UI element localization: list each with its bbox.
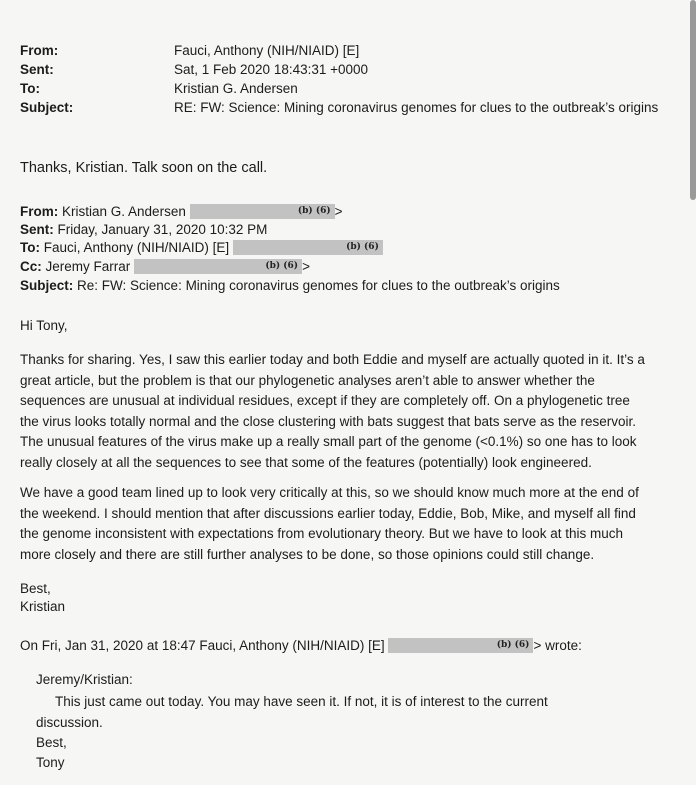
reply-text: Thanks, Kristian. Talk soon on the call.	[20, 160, 268, 176]
redaction-box	[134, 259, 302, 274]
forwarded-salutation: Jeremy/Kristian:	[36, 672, 133, 687]
redaction-box	[233, 240, 383, 255]
quoted-from-suffix: >	[334, 204, 343, 219]
forwarded-line-2: discussion.	[36, 715, 103, 730]
scrollbar-thumb[interactable]	[690, 0, 696, 200]
paragraph-line: The unusual features of the virus make up a really small part of the genome (<0.1%) so one has to look	[20, 434, 637, 449]
redaction-code: (b) (6)	[346, 242, 379, 252]
quoted-from-value: Kristian G. Andersen	[62, 204, 186, 219]
forwarded-signature: Tony	[36, 755, 65, 770]
attribution-line	[20, 637, 582, 654]
paragraph-line: great article, but the problem is that our phylogenetic analyses aren’t able to answer whether the	[20, 372, 595, 388]
attribution-prefix: On Fri, Jan 31, 2020 at 18:47 Fauci, Anthony (NIH/NIAID) [E]	[20, 638, 385, 653]
quoted-sent-label: Sent:	[20, 222, 54, 237]
attribution-suffix: > wrote:	[533, 638, 582, 653]
paragraph-line: sequences are unusual at individual residues, except if they are completely off. On a phylogenetic tree	[20, 393, 630, 408]
quoted-sent-row	[20, 221, 267, 238]
header-subject-label: Subject:	[20, 100, 74, 115]
quoted-cc-row	[20, 258, 310, 275]
body-signature: Kristian	[20, 599, 66, 614]
quoted-cc-label: Cc:	[20, 259, 42, 274]
redaction-box	[190, 204, 335, 219]
paragraph-line: We have a good team lined up to look very critically at this, so we should know much more at the end of	[20, 485, 639, 500]
header-sent-value: Sat, 1 Feb 2020 18:43:31 +0000	[174, 62, 369, 77]
paragraph-line: Thanks for sharing. Yes, I saw this earlier today and both Eddie and myself are actually quoted in it. It’s a	[20, 352, 645, 367]
header-from-label: From:	[20, 43, 59, 58]
paragraph-line: the weekend. I should mention that after discussions earlier today, Eddie, Bob, Mike, and myself all find	[20, 505, 636, 521]
quoted-to-row	[20, 239, 383, 256]
quoted-subject-row	[20, 277, 560, 294]
header-sent-label: Sent:	[20, 62, 54, 77]
header-from-value: Fauci, Anthony (NIH/NIAID) [E]	[174, 43, 360, 58]
header-subject-value: RE: FW: Science: Mining coronavirus genomes for clues to the outbreak’s origins	[174, 100, 659, 115]
quoted-from-row	[20, 203, 343, 220]
quoted-cc-value: Jeremy Farrar	[45, 259, 131, 274]
quoted-to-label: To:	[20, 240, 40, 255]
forwarded-signoff: Best,	[36, 735, 67, 750]
quoted-subject-label: Subject:	[20, 278, 74, 293]
redaction-code: (b) (6)	[265, 261, 299, 271]
quoted-to-value: Fauci, Anthony (NIH/NIAID) [E]	[43, 240, 230, 255]
redaction-code: (b) (6)	[297, 206, 331, 216]
redaction-box	[388, 638, 533, 653]
paragraph-2	[20, 483, 685, 565]
forwarded-line-1: This just came out today. You may have seen it. If not, it is of interest to the current	[55, 694, 548, 709]
paragraph-line: the virus looks totally normal and the close clustering with bats suggest that bats serve as the reservoir.	[20, 413, 637, 429]
body-signoff: Best,	[20, 581, 51, 596]
paragraph-line: more closely and there are still further analyses to be done, so those opinions could still change.	[20, 546, 595, 562]
paragraph-1	[20, 350, 685, 473]
header-to-value: Kristian G. Andersen	[174, 81, 298, 96]
quoted-from-label: From:	[20, 204, 59, 219]
paragraph-line: really closely at all the sequences to see that some of the features (potentially) look engineered.	[20, 454, 592, 470]
greeting: Hi Tony,	[20, 318, 68, 333]
quoted-sent-value: Friday, January 31, 2020 10:32 PM	[57, 222, 268, 237]
quoted-cc-suffix: >	[302, 259, 310, 274]
redaction-code: (b) (6)	[496, 640, 530, 650]
quoted-subject-value: Re: FW: Science: Mining coronavirus genomes for clues to the outbreak’s origins	[77, 278, 560, 293]
header-to-label: To:	[20, 81, 40, 96]
paragraph-line: the genome inconsistent with expectations from evolutionary theory. But we have to look at this much	[20, 526, 624, 541]
